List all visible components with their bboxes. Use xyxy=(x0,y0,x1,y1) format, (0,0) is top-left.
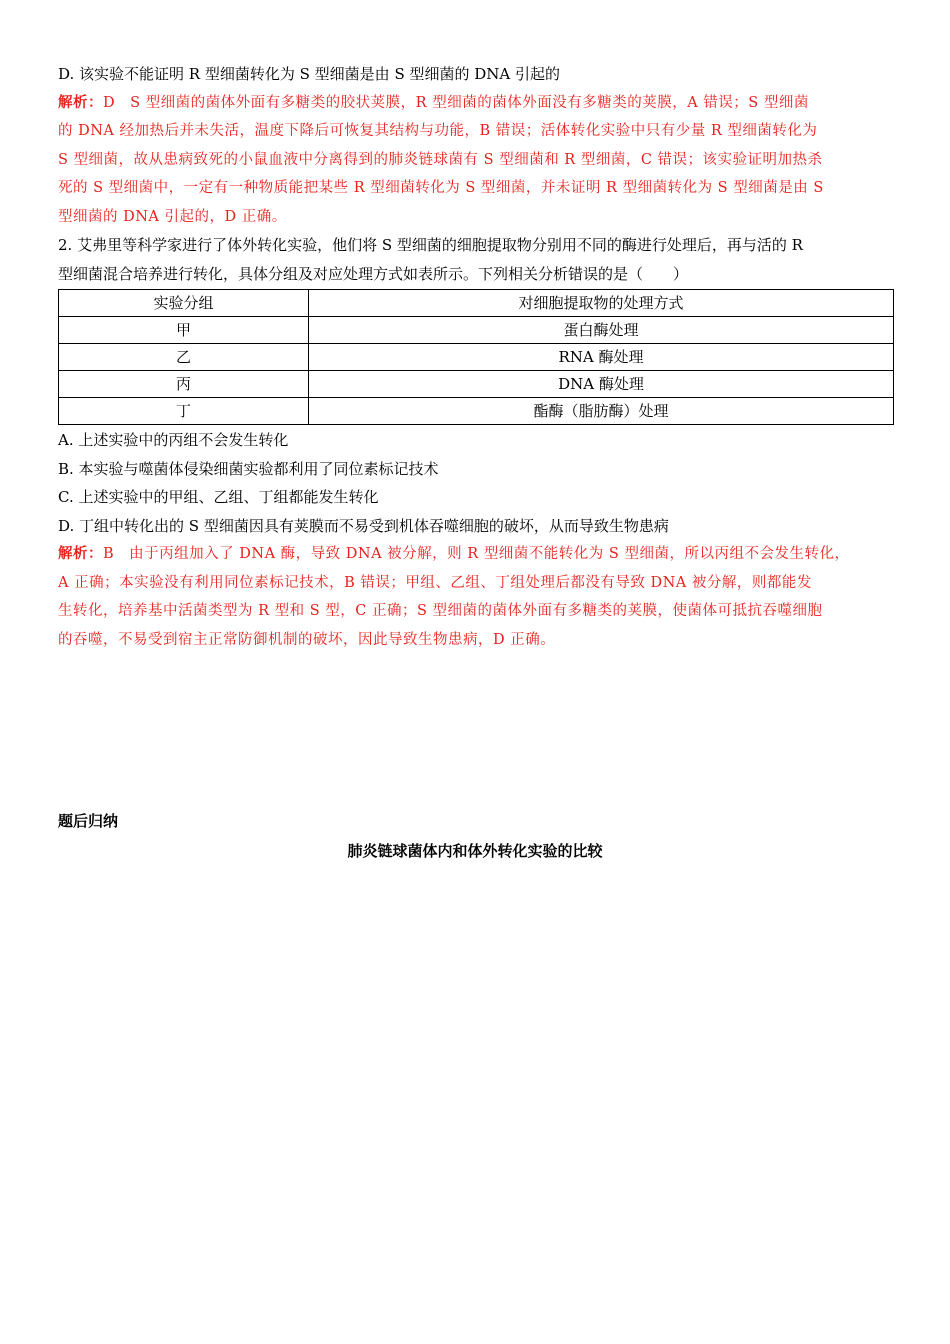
q2-option-b: B. 本实验与噬菌体侵染细菌实验都利用了同位素标记技术 xyxy=(58,459,439,478)
q2-option-c: C. 上述实验中的甲组、乙组、丁组都能发生转化 xyxy=(58,488,379,506)
comparison-title: 肺炎链球菌体内和体外转化实验的比较 xyxy=(347,842,603,860)
q1-analysis-line-3: S 型细菌，故从患病致死的小鼠血液中分离得到的肺炎链球菌有 S 型细菌和 R 型细菌，C 错误；该实验证明加热杀 xyxy=(58,151,823,168)
table-cell-treatment: 蛋白酶处理 xyxy=(309,317,894,344)
q2-analysis-label: 解析： xyxy=(58,546,103,562)
table-cell-group: 丁 xyxy=(59,398,309,425)
table-header-row xyxy=(59,290,894,317)
q2-option-a: A. 上述实验中的丙组不会发生转化 xyxy=(58,431,289,449)
table-header-treatment: 对细胞提取物的处理方式 xyxy=(309,290,894,317)
table-row xyxy=(59,344,894,371)
q2-analysis-line-1: 解析：B 由于丙组加入了 DNA 酶，导致 DNA 被分解，则 R 型细菌不能转化为 S 型细菌，所以丙组不会发生转化， xyxy=(58,546,850,562)
q2-stem-line-1: 2. 艾弗里等科学家进行了体外转化实验，他们将 S 型细菌的细胞提取物分别用不同的酶进行处理后，再与活的 R xyxy=(58,236,803,254)
q1-analysis-line-5: 型细菌的 DNA 引起的，D 正确。 xyxy=(58,208,287,225)
table-cell-treatment: 酯酶（脂肪酶）处理 xyxy=(309,398,894,425)
table-cell-group: 乙 xyxy=(59,344,309,371)
q1-analysis-line-1: 解析：D S 型细菌的菌体外面有多糖类的胶状荚膜，R 型细菌的菌体外面没有多糖类的荚膜，A 错误；S 型细菌 xyxy=(58,94,809,111)
q2-analysis-line-4: 的吞噬，不易受到宿主正常防御机制的破坏，因此导致生物患病，D 正确。 xyxy=(58,631,556,648)
document-page xyxy=(58,60,894,654)
q1-option-d: D. 该实验不能证明 R 型细菌转化为 S 型细菌是由 S 型细菌的 DNA 引起的 xyxy=(58,65,561,83)
q1-analysis-line-2: 的 DNA 经加热后并未失活，温度下降后可恢复其结构与功能，B 错误；活体转化实验中只有少量 R 型细菌转化为 xyxy=(58,123,818,139)
q2-analysis xyxy=(58,540,894,654)
table-cell-group: 丙 xyxy=(59,371,309,398)
q1-analysis-line-4: 死的 S 型细菌中，一定有一种物质能把某些 R 型细菌转化为 S 型细菌，并未证明 R 型细菌转化为 S 型细菌是由 S xyxy=(58,180,824,196)
q2-stem-line-2: 型细菌混合培养进行转化，具体分组及对应处理方式如表所示。下列相关分析错误的是（ ） xyxy=(58,264,689,283)
q2-table xyxy=(58,289,894,425)
table-cell-group: 甲 xyxy=(59,317,309,344)
table-header-group: 实验分组 xyxy=(59,290,309,317)
q1-analysis xyxy=(58,89,894,232)
q2-option-d: D. 丁组中转化出的 S 型细菌因具有荚膜而不易受到机体吞噬细胞的破坏，从而导致生物患病 xyxy=(58,516,669,535)
section-title: 题后归纳 xyxy=(58,812,119,830)
q1-analysis-label: 解析： xyxy=(58,94,103,111)
table-row xyxy=(59,398,894,425)
q2-analysis-line-2: A 正确；本实验没有利用同位素标记技术，B 错误；甲组、乙组、丁组处理后都没有导致 DNA 被分解，则都能发 xyxy=(58,574,812,591)
table-row xyxy=(59,371,894,398)
q2-analysis-line-3: 生转化，培养基中活菌类型为 R 型和 S 型，C 正确；S 型细菌的菌体外面有多糖类的荚膜，使菌体可抵抗吞噬细胞 xyxy=(58,603,823,619)
table-cell-treatment: DNA 酶处理 xyxy=(309,371,894,398)
table-row xyxy=(59,317,894,344)
table-cell-treatment: RNA 酶处理 xyxy=(309,344,894,371)
